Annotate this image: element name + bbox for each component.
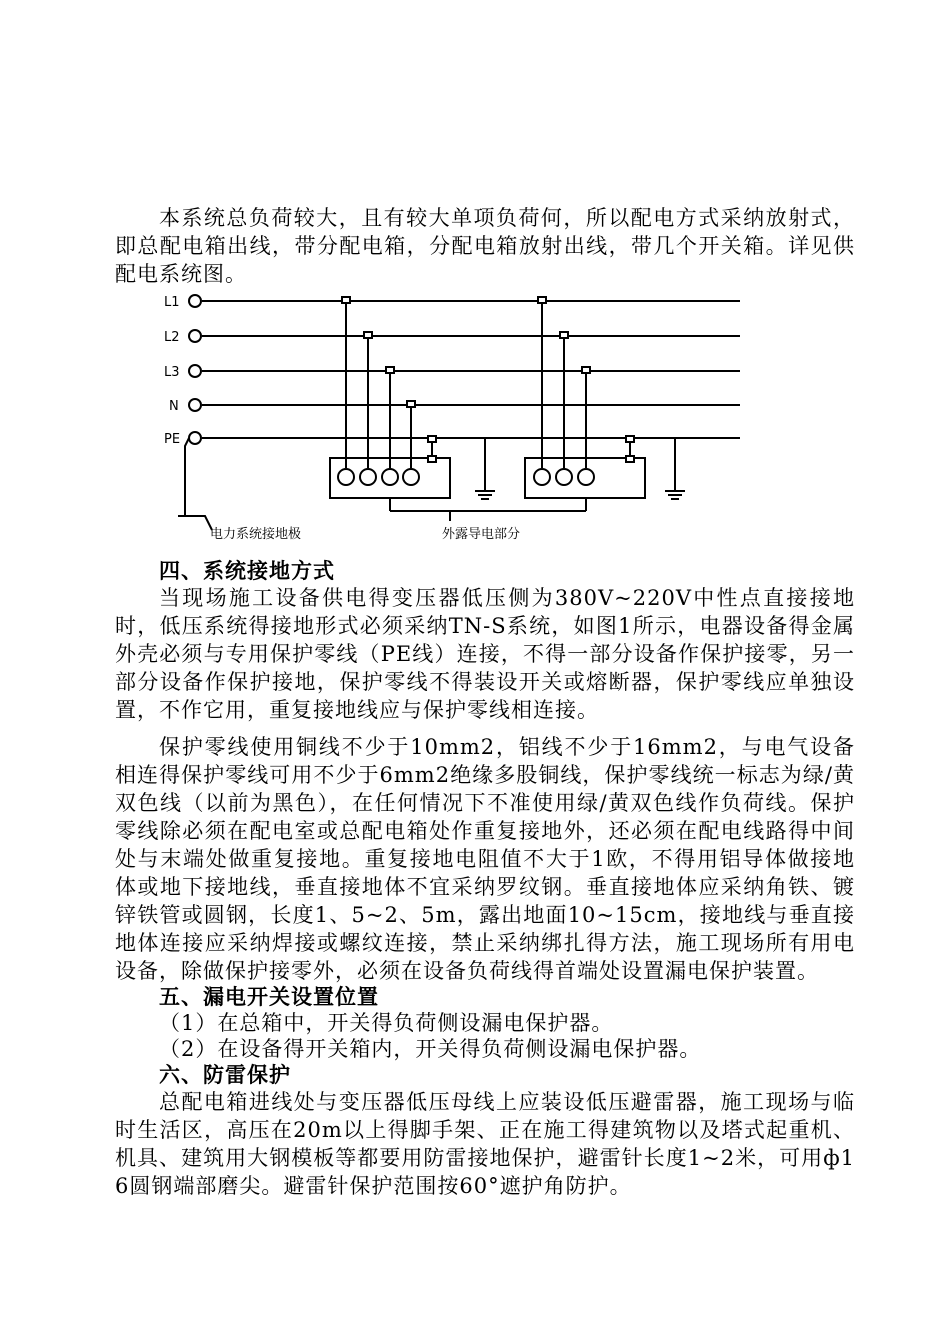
tn-s-system-diagram [150, 286, 750, 546]
terminal-n-icon [189, 399, 201, 411]
terminal-l1-icon [189, 295, 201, 307]
section4-paragraph-2: 保护零线使用铜线不少于10mm2，铝线不少于16mm2，与电气设备相连得保护零线可用不少于6mm2绝缘多股铜线，保护零线统一标志为绿/黄双色线（以前为黑色），在任何情况下不准使用绿/黄双色线作负荷线。保护零线除必须在配电室或总配电箱处作重复接地外，还必须在配电线路得中间处与末端处做重复接地。重复接地电阻值不大于1欧，不得用铝导体做接地体或地下接地线，垂直接地体不宜采纳罗纹钢。垂直接地体应采纳角铁、镀锌铁管或圆钢，长度1、5~2、5m，露出地面10~15cm，接地线与垂直接地体连接应采纳焊接或螺纹连接，禁止采纳绑扎得方法，施工现场所有用电设备，除做保护接零外，必须在设备负荷线得首端处设置漏电保护装置。 [115, 735, 855, 983]
section5-item-2: （2）在设备得开关箱内，开关得负荷侧设漏电保护器。 [159, 1037, 702, 1061]
ground-label: 电力系统接地极 [210, 527, 302, 542]
section5-item-1: （1）在总箱中，开关得负荷侧设漏电保护器。 [159, 1011, 614, 1035]
exposed-parts-label: 外露导电部分 [442, 527, 521, 542]
line-label-pe: PE [164, 432, 181, 447]
line-label-l2: L2 [164, 330, 180, 345]
line-label-l3: L3 [164, 365, 180, 380]
section6-heading: 六、防雷保护 [159, 1063, 291, 1087]
terminal-l3-icon [189, 365, 201, 377]
intro-paragraph: 本系统总负荷较大，且有较大单项负荷何，所以配电方式采纳放射式，即总配电箱出线，带分配电箱，分配电箱放射出线，带几个开关箱。详见供配电系统图。 [115, 206, 855, 286]
terminal-l2-icon [189, 330, 201, 342]
section5-heading: 五、漏电开关设置位置 [159, 985, 379, 1009]
section6-paragraph: 总配电箱进线处与变压器低压母线上应装设低压避雷器，施工现场与临时生活区，高压在20m以上得脚手架、正在施工得建筑物以及塔式起重机、机具、建筑用大钢模板等都要用防雷接地保护，避雷针长度1~2米，可用ф16圆钢端部磨尖。避雷针保护范围按60°遮护角防护。 [115, 1090, 855, 1198]
section4-heading: 四、系统接地方式 [159, 559, 335, 583]
section4-paragraph-1: 当现场施工设备供电得变压器低压侧为380V~220V中性点直接接地时，低压系统得接地形式必须采纳TN-S系统，如图1所示，电器设备得金属外壳必须与专用保护零线（PE线）连接，不得一部分设备作保护接零，另一部分设备作保护接地，保护零线不得装设开关或熔断器，保护零线应单独设置，不作它用，重复接地线应与保护零线相连接。 [115, 586, 855, 722]
terminal-pe-icon [189, 432, 201, 444]
line-label-l1: L1 [164, 295, 180, 310]
line-label-n: N [169, 399, 179, 414]
